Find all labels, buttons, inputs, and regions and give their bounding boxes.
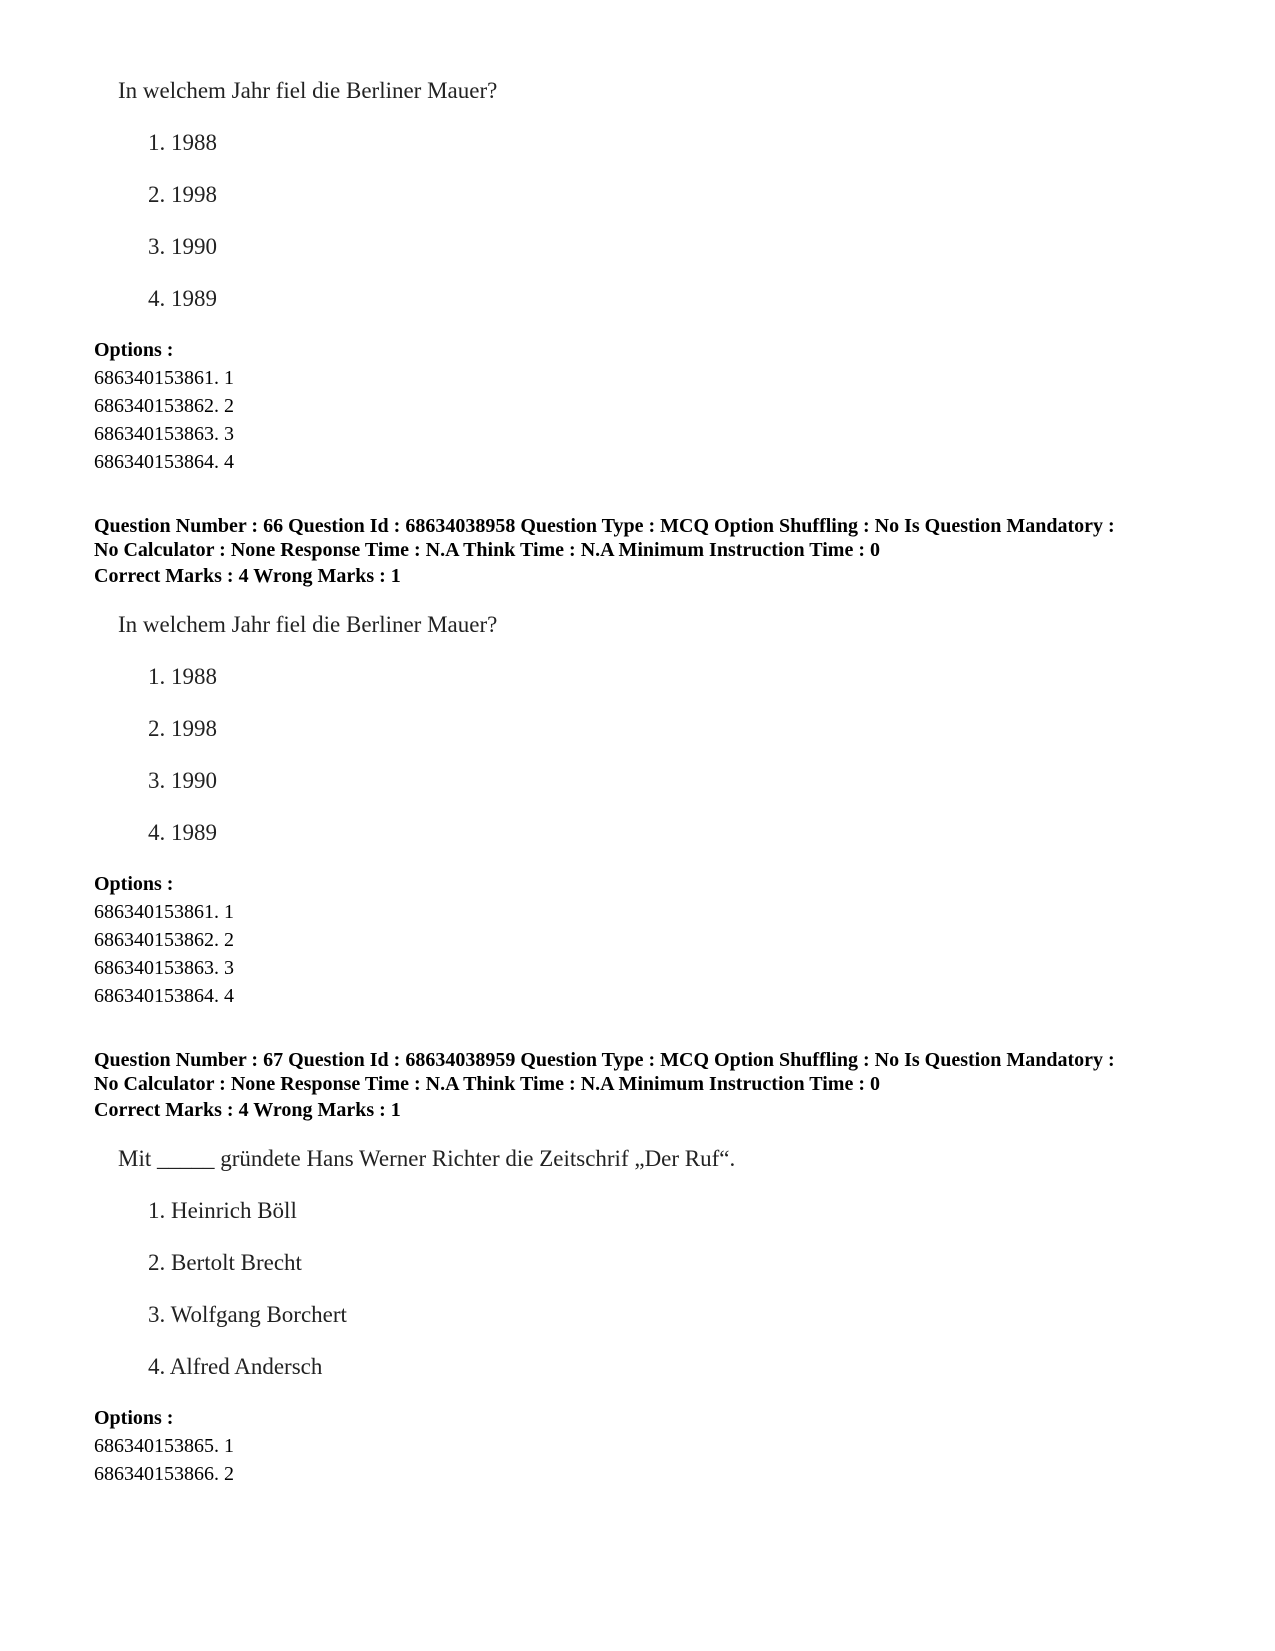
options-label: Options : xyxy=(94,873,174,895)
answer-choice: 3. 1990 xyxy=(148,768,217,793)
answer-choice: 2. Bertolt Brecht xyxy=(148,1250,302,1275)
option-id-line: 686340153861. 1 xyxy=(94,901,234,923)
options-label: Options : xyxy=(94,339,174,361)
question-text: In welchem Jahr fiel die Berliner Mauer? xyxy=(118,612,498,637)
question-metadata-line: Question Number : 67 Question Id : 68634038959 Question Type : MCQ Option Shuffling : No Is Question Mandatory : xyxy=(94,1049,1115,1071)
marks-line: Correct Marks : 4 Wrong Marks : 1 xyxy=(94,565,401,587)
answer-choice: 1. 1988 xyxy=(148,130,217,155)
answer-choice: 4. 1989 xyxy=(148,286,217,311)
question-metadata-line: No Calculator : None Response Time : N.A Think Time : N.A Minimum Instruction Time : 0 xyxy=(94,539,880,561)
option-id-line: 686340153866. 2 xyxy=(94,1463,234,1485)
option-id-line: 686340153864. 4 xyxy=(94,451,234,473)
option-id-line: 686340153863. 3 xyxy=(94,423,234,445)
option-id-line: 686340153862. 2 xyxy=(94,929,234,951)
answer-choice: 3. Wolfgang Borchert xyxy=(148,1302,347,1327)
answer-choice: 1. Heinrich Böll xyxy=(148,1198,297,1223)
answer-choice: 4. 1989 xyxy=(148,820,217,845)
answer-choice: 4. Alfred Andersch xyxy=(148,1354,323,1379)
option-id-line: 686340153864. 4 xyxy=(94,985,234,1007)
question-text: Mit _____ gründete Hans Werner Richter die Zeitschrif „Der Ruf“. xyxy=(118,1146,736,1171)
option-id-line: 686340153861. 1 xyxy=(94,367,234,389)
question-metadata-line: Question Number : 66 Question Id : 68634038958 Question Type : MCQ Option Shuffling : No Is Question Mandatory : xyxy=(94,515,1115,537)
question-metadata xyxy=(94,514,1214,562)
question-text: In welchem Jahr fiel die Berliner Mauer? xyxy=(118,78,498,103)
answer-choice: 1. 1988 xyxy=(148,664,217,689)
answer-choice: 2. 1998 xyxy=(148,716,217,741)
marks-line: Correct Marks : 4 Wrong Marks : 1 xyxy=(94,1099,401,1121)
answer-choice: 2. 1998 xyxy=(148,182,217,207)
question-metadata xyxy=(94,1048,1214,1096)
option-id-line: 686340153865. 1 xyxy=(94,1435,234,1457)
option-id-line: 686340153863. 3 xyxy=(94,957,234,979)
question-metadata-line: No Calculator : None Response Time : N.A Think Time : N.A Minimum Instruction Time : 0 xyxy=(94,1073,880,1095)
options-label: Options : xyxy=(94,1407,174,1429)
answer-choice: 3. 1990 xyxy=(148,234,217,259)
option-id-line: 686340153862. 2 xyxy=(94,395,234,417)
